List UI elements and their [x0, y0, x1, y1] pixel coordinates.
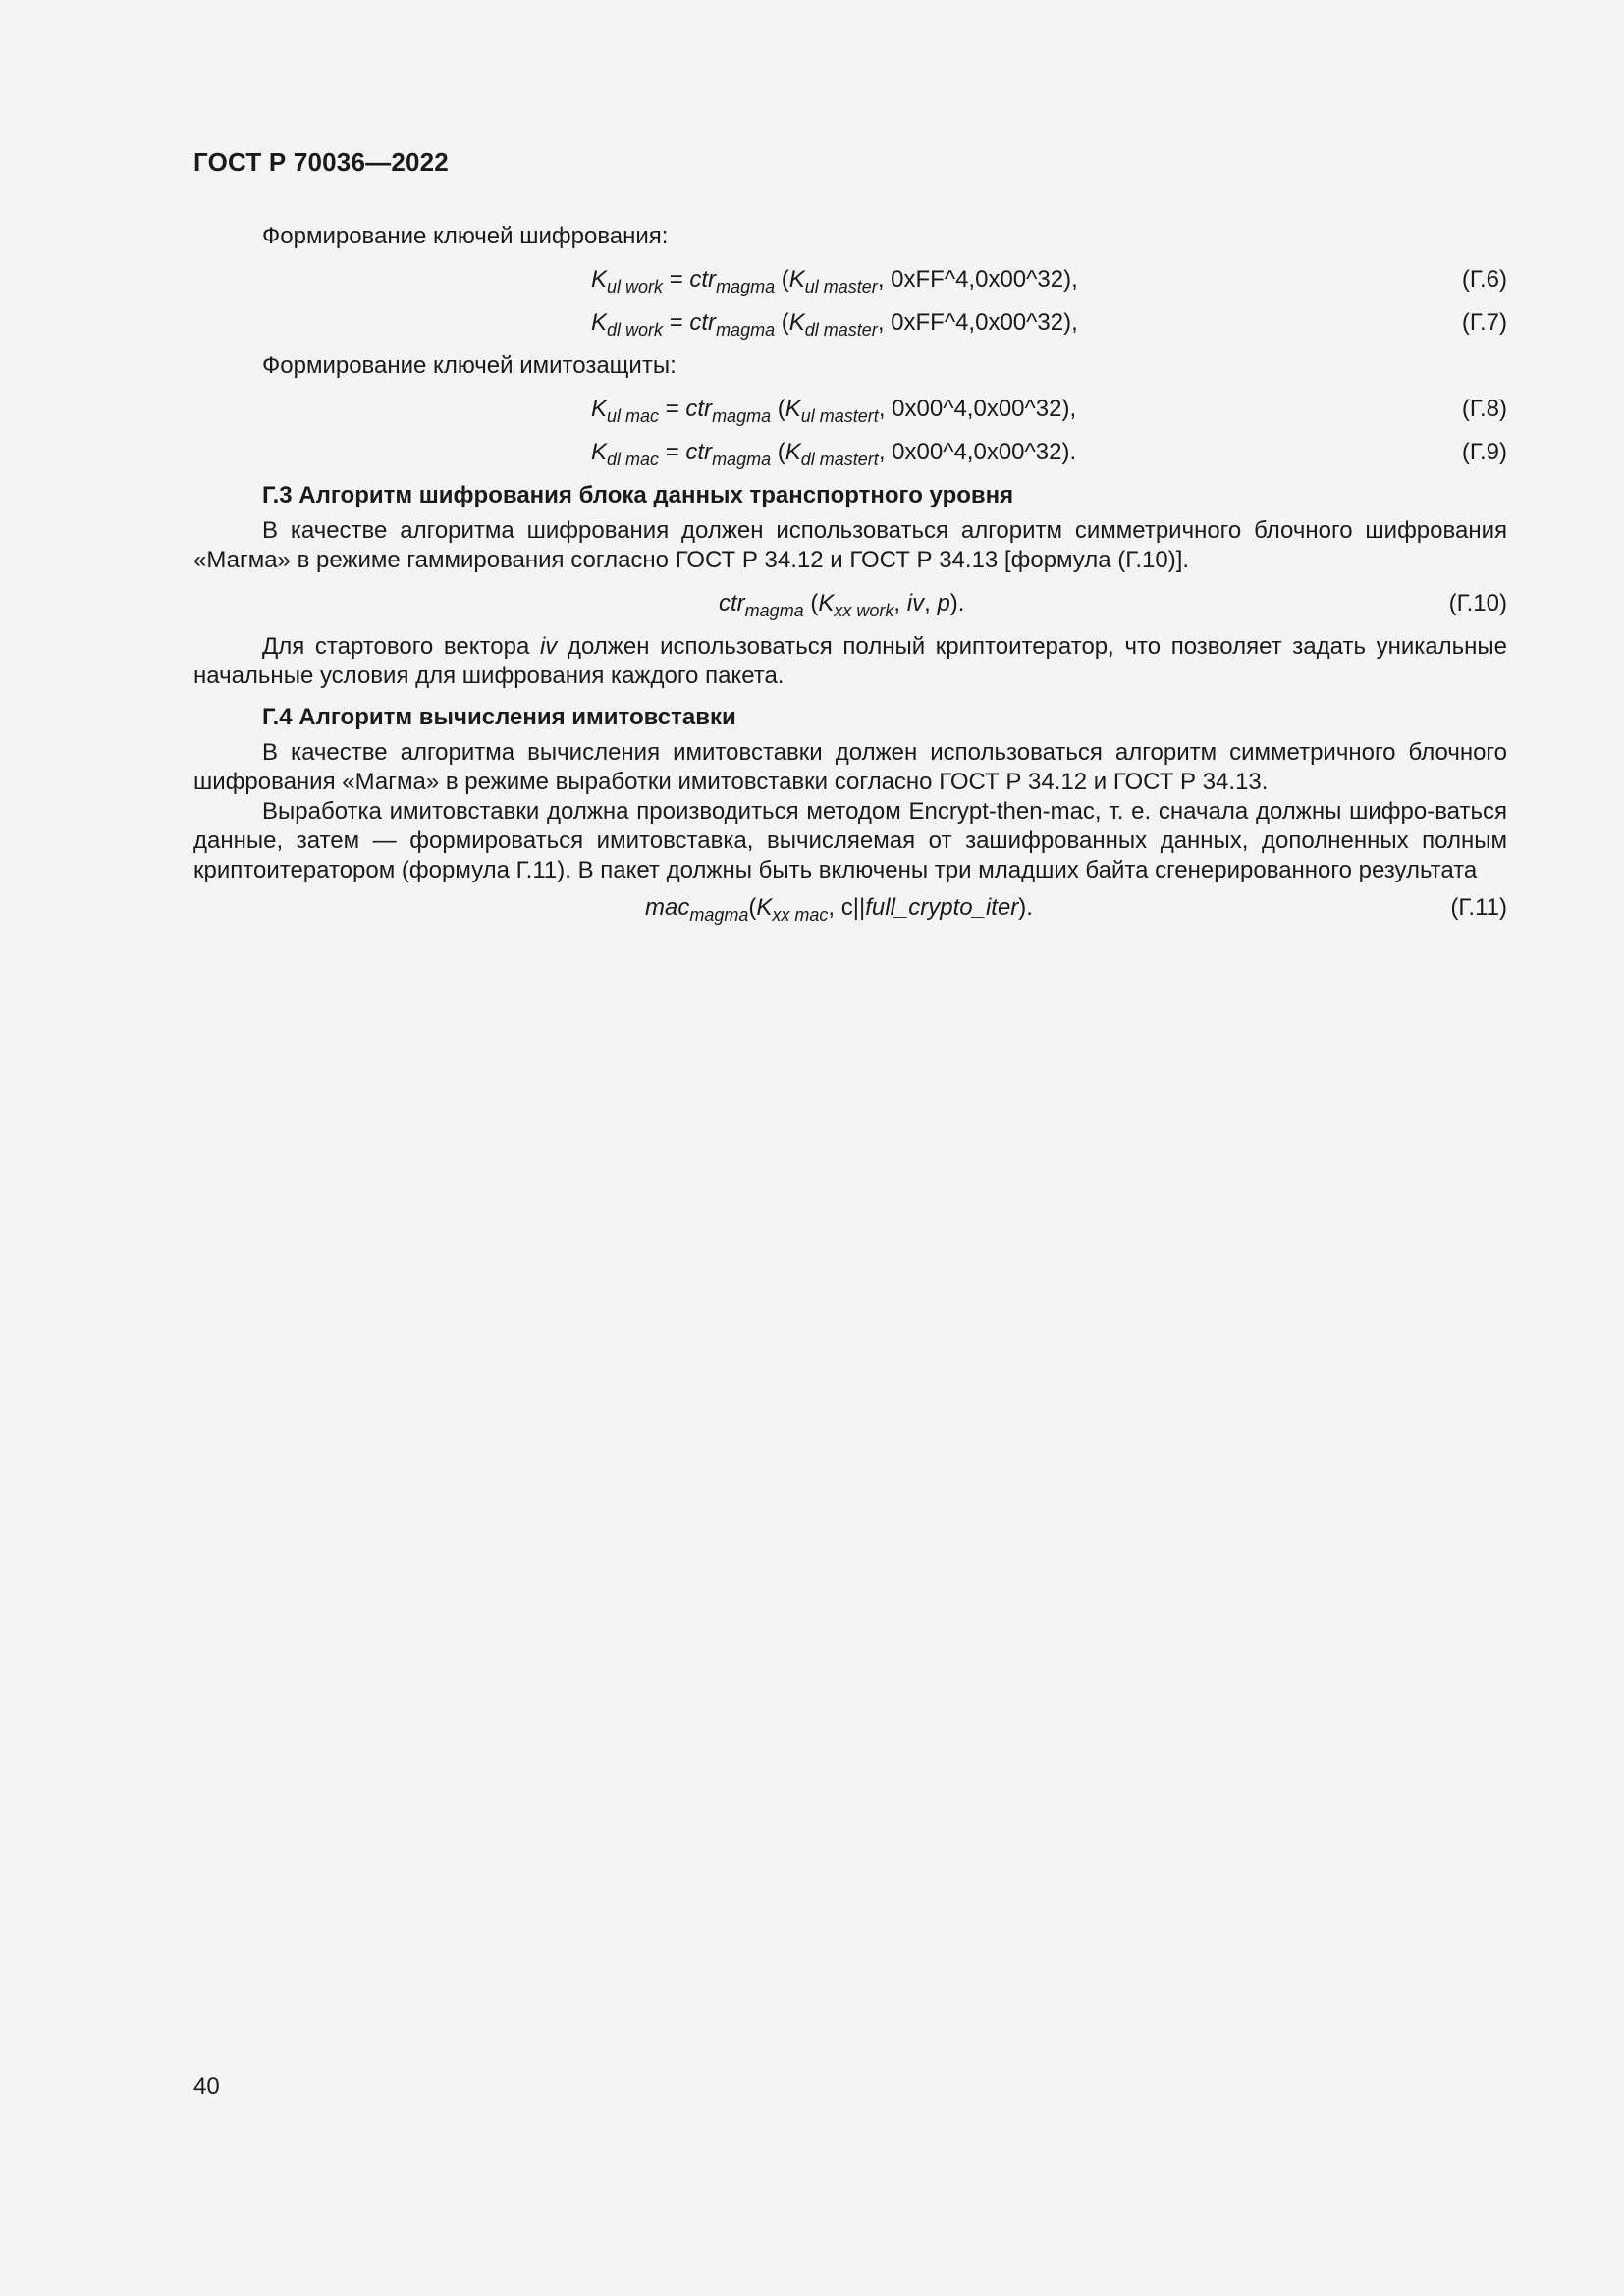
formula-separator: , c||: [828, 894, 866, 921]
formula-subscript: magma: [744, 601, 804, 620]
formula-args: , 0xFF^4,0x00^32),: [877, 309, 1078, 336]
text-run-italic: iv: [539, 633, 558, 660]
formula-g8-expression: [591, 395, 1076, 424]
formula-subscript: magma: [716, 277, 776, 296]
formula-g7-number: (Г.7): [1461, 309, 1507, 336]
formula-g10-expression: [719, 589, 964, 618]
formula-subscript: ul mastert: [800, 406, 879, 426]
formula-symbol: K: [785, 396, 801, 422]
formula-function: ctr: [719, 590, 745, 616]
formula-g9: [193, 438, 1507, 467]
formula-g6-expression: [591, 265, 1078, 294]
formula-subscript: dl mastert: [800, 450, 879, 469]
paragraph-g3-encryption: В качестве алгоритма шифрования должен использоваться алгоритм симметричного блочного шифрования «Магма» в режиме гаммирования согласно ГОСТ Р 34.12 и ГОСТ Р 34.13 [формула (Г.10)].: [193, 517, 1507, 573]
formula-symbol: K: [788, 309, 805, 336]
formula-operator: =: [659, 439, 686, 465]
formula-argument: full_crypto_iter: [865, 894, 1019, 921]
formula-symbol: K: [591, 396, 608, 422]
formula-function: ctr: [685, 439, 713, 465]
formula-g6-number: (Г.6): [1461, 266, 1507, 293]
formula-g7: [193, 308, 1507, 338]
formula-subscript: ul mac: [607, 406, 660, 426]
formula-symbol: p: [937, 590, 950, 616]
formula-function: mac: [645, 894, 690, 921]
formula-symbol: K: [788, 266, 805, 293]
formula-g7-expression: [591, 308, 1078, 338]
formula-subscript: magma: [712, 450, 772, 469]
formula-symbol: K: [756, 894, 773, 921]
section-heading-g3: Г.3 Алгоритм шифрования блока данных транспортного уровня: [262, 482, 1014, 508]
page-number: 40: [193, 2073, 220, 2100]
paragraph-g3-start-vector: [193, 632, 1507, 691]
formula-g9-number: (Г.9): [1461, 439, 1507, 465]
formula-subscript: dl work: [607, 320, 664, 340]
formula-operator: =: [663, 266, 690, 293]
text-run: Для стартового вектора: [262, 633, 540, 660]
formula-symbol: K: [818, 590, 835, 616]
formula-g6: [193, 265, 1507, 294]
formula-g11: [193, 893, 1507, 923]
formula-subscript: dl mac: [607, 450, 660, 469]
formula-symbol: K: [591, 439, 608, 465]
formula-subscript: magma: [716, 320, 776, 340]
formula-function: ctr: [689, 266, 717, 293]
formula-separator: ,: [924, 590, 938, 616]
formula-symbol: K: [591, 266, 608, 293]
formula-g8: [193, 395, 1507, 424]
formula-subscript: ul work: [607, 277, 664, 296]
formula-subscript: ul master: [804, 277, 878, 296]
formula-symbol: iv: [906, 590, 925, 616]
formula-args: , 0x00^4,0x00^32),: [878, 396, 1077, 422]
paragraph-keys-mac: Формирование ключей имитозащиты:: [262, 352, 677, 379]
formula-operator: =: [659, 396, 686, 422]
formula-paren: (: [775, 266, 789, 293]
formula-args: , 0xFF^4,0x00^32),: [877, 266, 1078, 293]
formula-paren: (: [775, 309, 789, 336]
formula-subscript: magma: [689, 905, 749, 925]
formula-operator: =: [663, 309, 690, 336]
formula-g11-expression: [645, 893, 1033, 923]
formula-g10: [193, 589, 1507, 618]
formula-paren: (: [771, 396, 785, 422]
formula-separator: ,: [893, 590, 907, 616]
formula-g10-number: (Г.10): [1448, 590, 1507, 616]
formula-symbol: K: [785, 439, 801, 465]
formula-function: ctr: [689, 309, 717, 336]
formula-subscript: dl master: [804, 320, 878, 340]
paragraph-g4-encrypt-then-mac: Выработка имитовставки должна производиться методом Encrypt-then-mac, т. е. сначала должны шифро-ваться данные, затем — формироваться имитовставка, вычисляемая от зашифрованных данных, дополненных полным криптоитератором (формула Г.11). В пакет должны быть включены три младших байта сгенерированного результата: [193, 798, 1507, 883]
formula-g8-number: (Г.8): [1461, 396, 1507, 422]
document-header: ГОСТ Р 70036—2022: [193, 147, 449, 177]
formula-args: , 0x00^4,0x00^32).: [878, 439, 1077, 465]
formula-g9-expression: [591, 438, 1076, 467]
formula-paren: ).: [949, 590, 965, 616]
formula-subscript: magma: [712, 406, 772, 426]
formula-g11-number: (Г.11): [1450, 894, 1507, 921]
paragraph-keys-encryption: Формирование ключей шифрования:: [262, 223, 669, 249]
formula-paren: (: [803, 590, 819, 616]
section-heading-g4: Г.4 Алгоритм вычисления имитовставки: [262, 704, 736, 730]
formula-subscript: xx work: [834, 601, 894, 620]
formula-function: ctr: [685, 396, 713, 422]
paragraph-g4-mac-algorithm: В качестве алгоритма вычисления имитовставки должен использоваться алгоритм симметричного блочного шифрования «Магма» в режиме выработки имитовставки согласно ГОСТ Р 34.12 и ГОСТ Р 34.13.: [193, 739, 1507, 795]
formula-paren: (: [748, 894, 757, 921]
formula-paren: (: [771, 439, 785, 465]
formula-symbol: K: [591, 309, 608, 336]
document-body: [193, 222, 1507, 936]
text-run: должен использоваться полный криптоитератор, что позволяет задать уникальные начальные условия для шифрования каждого пакета.: [193, 633, 1508, 689]
formula-subscript: xx mac: [772, 905, 829, 925]
formula-paren: ).: [1018, 894, 1033, 921]
